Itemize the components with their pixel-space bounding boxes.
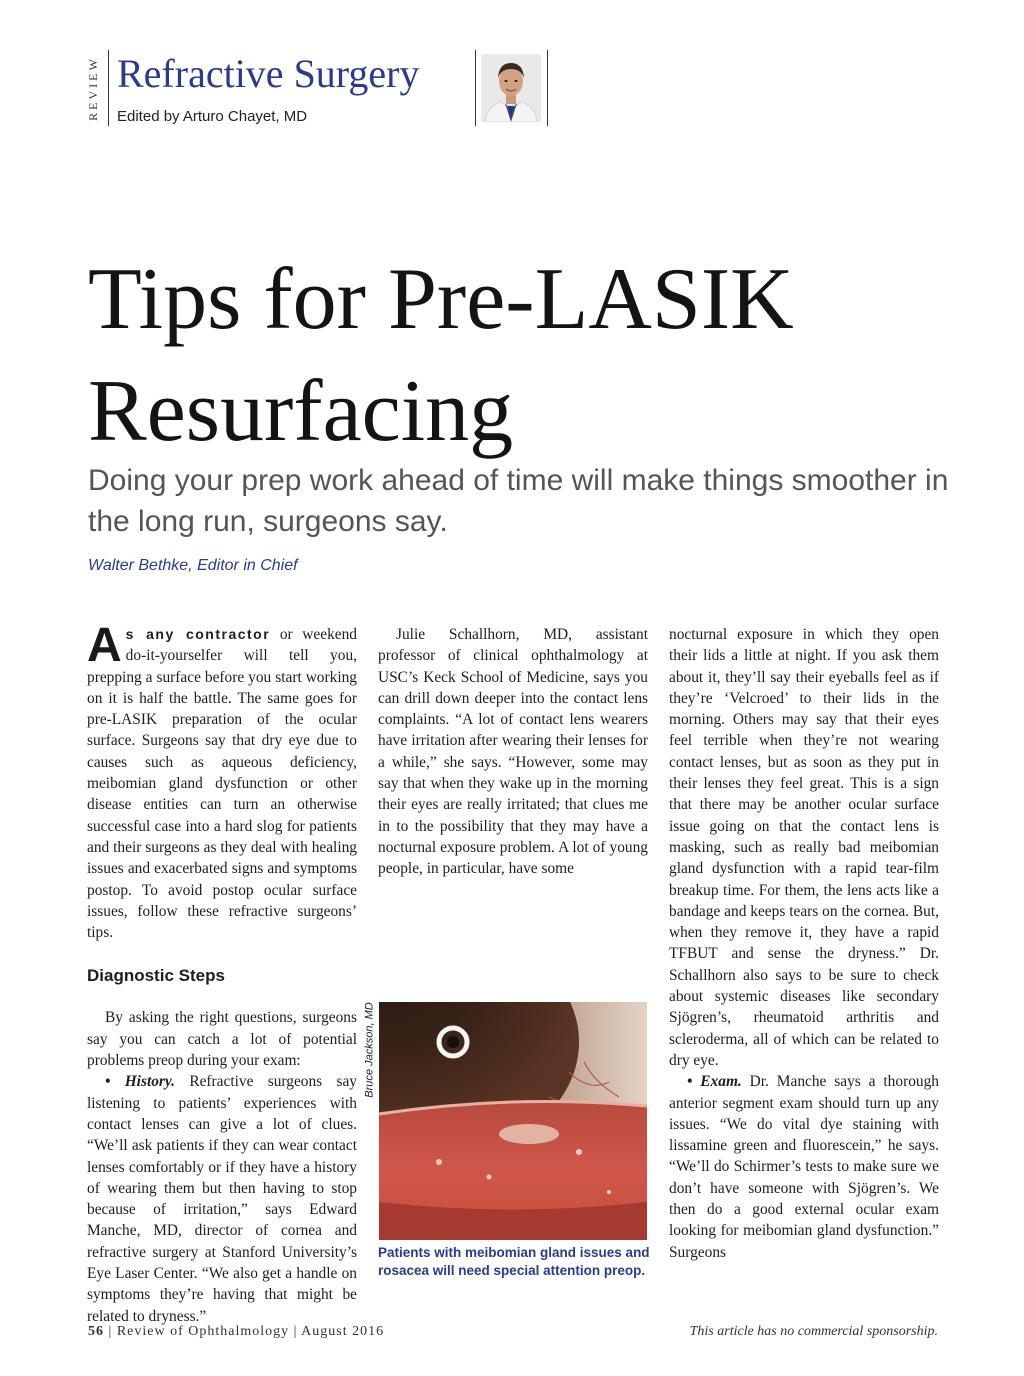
drop-cap: A bbox=[87, 619, 122, 672]
footer-separator-2: | bbox=[289, 1324, 302, 1339]
body-column-2 bbox=[378, 624, 648, 974]
review-vertical-label bbox=[84, 50, 102, 126]
journal-name: Review of Ophthalmology bbox=[116, 1324, 290, 1339]
exam-paragraph bbox=[669, 1071, 939, 1263]
header-rule-mid bbox=[475, 50, 476, 126]
subhead-diagnostic-steps: Diagnostic Steps bbox=[87, 966, 225, 986]
figure-caption: Patients with meibomian gland issues and rosacea will need special attention preop. bbox=[378, 1245, 650, 1278]
history-text: Refractive surgeons say listening to patients’ experiences with contact lenses can give a lot of clues. “We’ll ask patients if they can wear contact lenses comfortably or if they have a history of wearing them but then having to stop because of irritation,” says Edward Manche, MD, director of cornea and refractive surgery at Stanford University’s Eye Laser Center. “We also get a handle on symptoms they’re having that might be related to dryness.” bbox=[87, 1073, 357, 1325]
eyelid-photo bbox=[379, 1002, 647, 1240]
lead-in: s any contractor bbox=[125, 626, 271, 642]
history-paragraph bbox=[87, 1071, 357, 1327]
editor-portrait bbox=[481, 54, 541, 122]
intro-paragraph bbox=[87, 619, 357, 943]
julie-paragraph: Julie Schallhorn, MD, assistant professor of clinical ophthalmology at USC’s Keck School of Medicine, says you can drill down deeper into the contact lens complaints. “A lot of contact lens wearers have irritation after wearing their lenses for a while,” she says. “However, some may say that when they wake up in the morning their eyes are really irritated; that clues me in to the possibility that they may have a nocturnal exposure problem. A lot of young people, in particular, have some bbox=[378, 626, 648, 878]
review-label-text: REVIEW bbox=[85, 55, 100, 121]
exam-label: • Exam. bbox=[687, 1073, 742, 1091]
photo-credit bbox=[362, 1002, 378, 1098]
article-title bbox=[88, 244, 794, 468]
sponsorship-note: This article has no commercial sponsorship. bbox=[689, 1324, 938, 1339]
footer-separator-1: | bbox=[104, 1324, 117, 1339]
article-byline: Walter Bethke, Editor in Chief bbox=[88, 557, 298, 574]
body-column-3 bbox=[669, 624, 939, 1263]
exam-text: Dr. Manche says a thorough anterior segment exam should turn up any issues. “We do vital dye staining with lissamine green and fluorescein,” he says. “We’ll do Schirmer’s tests to make sure we don’t have someone with Sjögren’s. We then do a good external ocular exam looking for meibomian gland dysfunction.” Surgeons bbox=[669, 1073, 939, 1261]
article-title-line-1: Tips for Pre-LASIK bbox=[88, 251, 794, 348]
intro-paragraph-text: or weekend do-it-yourselfer will tell you, prepping a surface before you start working on it is half the battle. The same goes for pre-LASIK preparation of the ocular surface. Surgeons say that dry eye due to causes such as aqueous deficiency, meibomian gland dysfunction or other disease entities can turn an otherwise successful case into a hard slog for patients and their surgeons as they deal with healing issues and exacerbated signs and symptoms postop. To avoid postop ocular surface issues, follow these refractive surgeons’ tips. bbox=[87, 626, 357, 942]
article-deck: Doing your prep work ahead of time will make things smoother in the long run, surgeons say. bbox=[88, 464, 949, 538]
footer-folio bbox=[88, 1324, 384, 1340]
body-column-1 bbox=[87, 619, 357, 1327]
header-rule-right bbox=[547, 50, 548, 126]
section-title: Refractive Surgery bbox=[117, 51, 420, 96]
photo-credit-text: Bruce Jackson, MD bbox=[364, 1002, 376, 1098]
issue-date: August 2016 bbox=[301, 1324, 385, 1339]
article-title-line-2: Resurfacing bbox=[88, 363, 514, 460]
page-number: 56 bbox=[88, 1324, 104, 1339]
questions-paragraph: By asking the right questions, surgeons say you can catch a lot of potential problems preop during your exam: bbox=[87, 1009, 357, 1070]
nocturnal-paragraph: nocturnal exposure in which they open their lids a little at night. If you ask them about it, they’ll say their eyeballs feel as if they’re ‘Velcroed’ to their lids in the morning. Others may say that their eyes feel terrible when they’re not wearing contact lenses, but as soon as they put in their lenses they feel great. This is a sign that there may be another ocular surface issue going on that the contact lens is masking, such as really bad meibomian gland dysfunction with a rapid tear-film breakup time. For them, the lens acts like a bandage and keeps tears on the cornea. But, when they remove it, they have a rapid TFBUT and sense the dryness.” Dr. Schallhorn also says to be sure to check about systemic diseases like secondary Sjögren’s, rheumatoid arthritis and scleroderma, all of which can be related to dry eye. bbox=[669, 626, 939, 1069]
editor-credit: Edited by Arturo Chayet, MD bbox=[117, 108, 308, 125]
header-rule-left bbox=[108, 50, 109, 126]
history-label: • History. bbox=[105, 1073, 176, 1091]
